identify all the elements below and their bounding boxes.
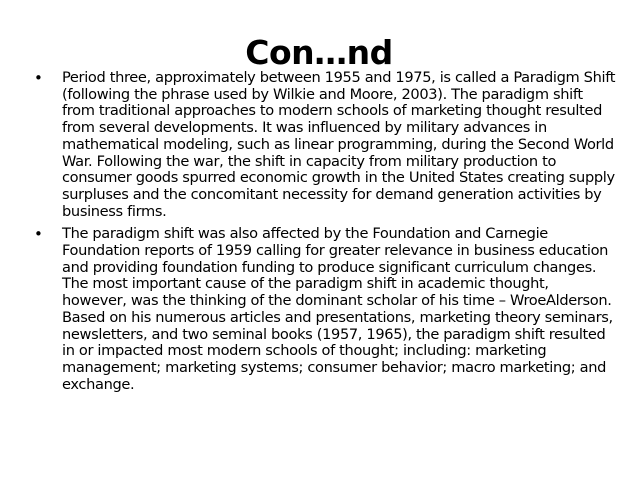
bullet-dot-icon: • <box>34 69 43 87</box>
bullet-text: The paradigm shift was also affected by the Foundation and Carnegie Foundation reports of 1959 calling for greater relevance in business education and providing foundation funding to produce significant curriculum changes. The most important cause of the paradigm shift in academic thought, however, was the thinking of the dominant scholar of his time – WroeAlderson. Based on his numerous articles and presentations, marketing theory seminars, newsletters, and two seminal books (1957, 1965), the paradigm shift resulted in or impacted most modern schools of thought; including: marketing management; marketing systems; consumer behavior; macro marketing; and exchange. <box>62 225 613 393</box>
bullet-text: Period three, approximately between 1955 and 1975, is called a Paradigm Shift (following the phrase used by Wilkie and Moore, 2003). The paradigm shift from traditional approaches to modern schools of marketing thought resulted from several developments. It was influenced by military advances in mathematical modeling, such as linear programming, during the Second World War. Following the war, the shift in capacity from military production to consumer goods spurred economic growth in the United States creating supply surpluses and the concomitant necessity for demand generation activities by business firms. <box>62 69 616 220</box>
bullet-list <box>34 70 616 399</box>
bullet-dot-icon: • <box>34 225 43 244</box>
bullet-item <box>34 70 616 220</box>
slide-title: Con…nd <box>245 33 393 72</box>
bullet-item <box>34 226 616 393</box>
